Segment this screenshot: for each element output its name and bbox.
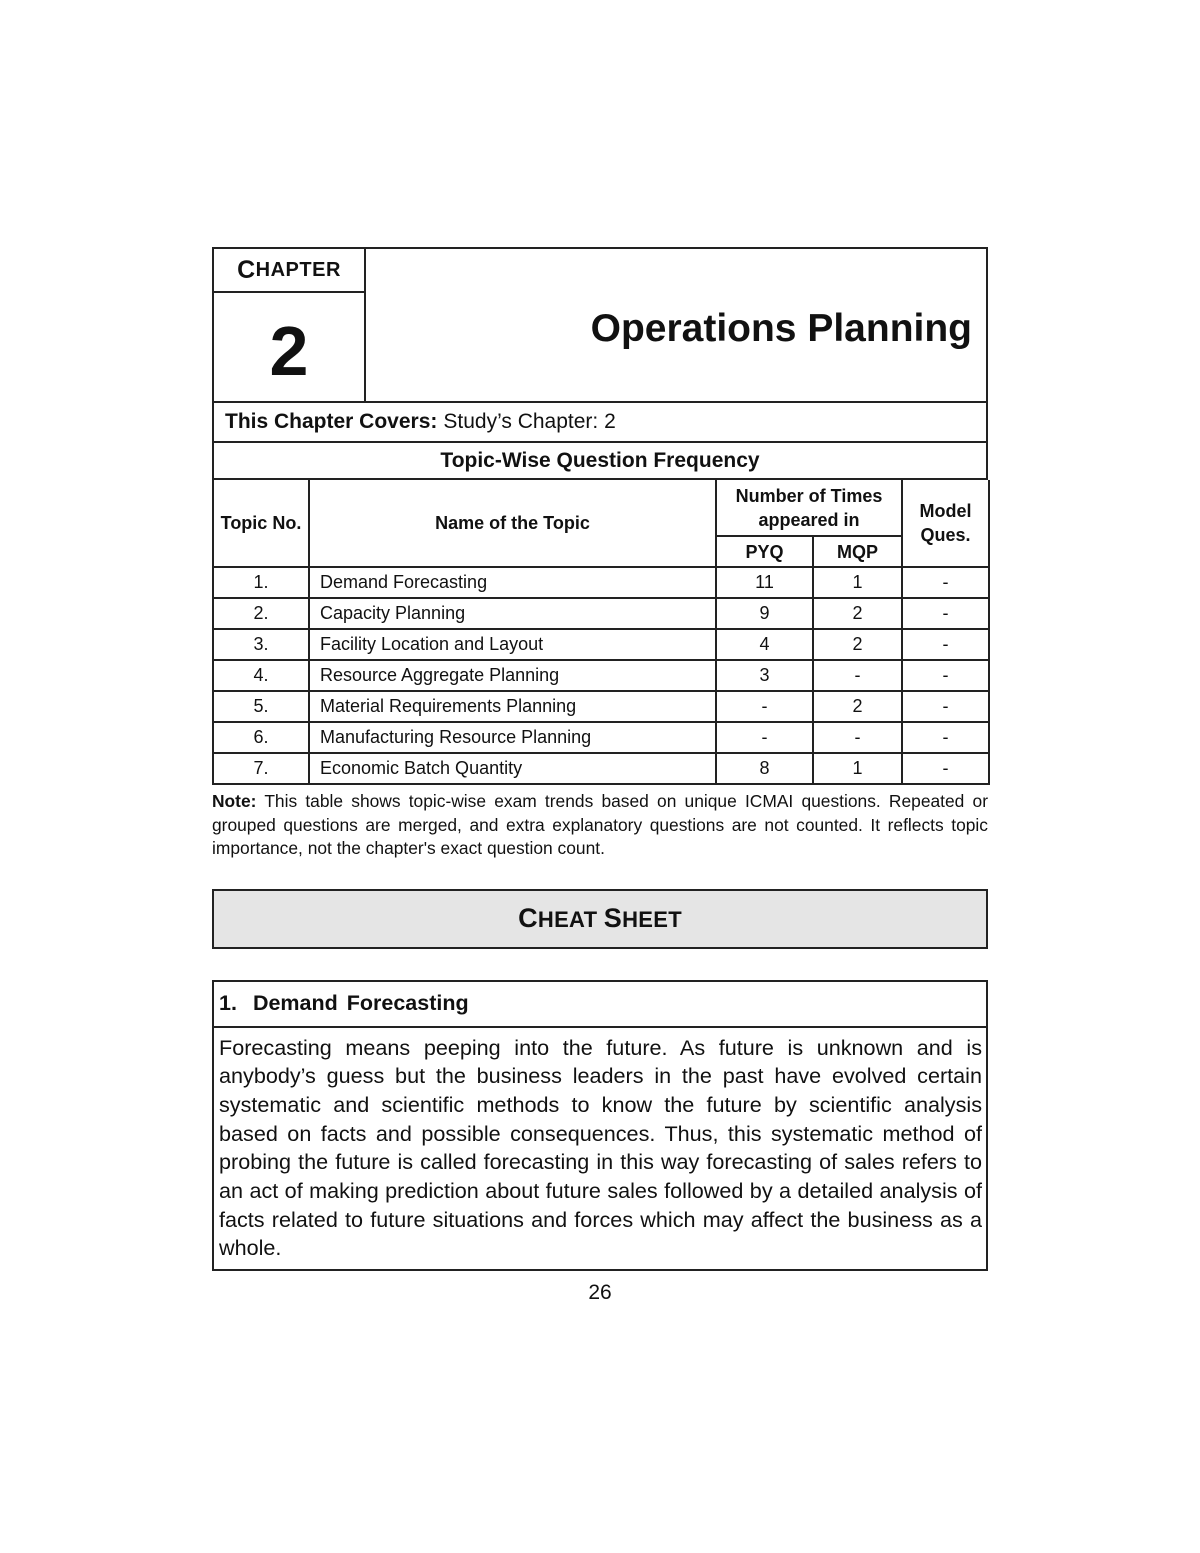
pyq-count-cell: -	[716, 722, 813, 753]
table-row	[213, 629, 989, 660]
header-topic-no: Topic No.	[213, 480, 309, 567]
note-label: Note:	[212, 791, 257, 811]
topic-number-cell: 7.	[213, 753, 309, 784]
model-question-cell: -	[902, 722, 989, 753]
page-content	[212, 247, 988, 1271]
chapter-label	[214, 249, 364, 293]
chapter-covers-label: This Chapter Covers:	[225, 410, 438, 433]
header-pyq: PYQ	[716, 536, 813, 567]
model-question-cell: -	[902, 660, 989, 691]
header-times-appeared: Number of Times appeared in	[716, 480, 902, 536]
topic-name-cell: Manufacturing Resource Planning	[309, 722, 716, 753]
topic-rows	[213, 567, 989, 784]
mqp-count-cell: -	[813, 722, 902, 753]
chapter-title-panel	[366, 249, 986, 401]
mqp-count-cell: -	[813, 660, 902, 691]
topic-number-cell: 4.	[213, 660, 309, 691]
topic-name-cell: Resource Aggregate Planning	[309, 660, 716, 691]
topic-number-cell: 2.	[213, 598, 309, 629]
table-row	[213, 598, 989, 629]
table-row	[213, 660, 989, 691]
section-number: 1.	[219, 991, 237, 1015]
model-question-cell: -	[902, 691, 989, 722]
topic-name-cell: Demand Forecasting	[309, 567, 716, 598]
topic-name-cell: Economic Batch Quantity	[309, 753, 716, 784]
section-title: Demand Forecasting	[252, 991, 469, 1015]
chapter-label-initial: C	[237, 255, 256, 284]
pyq-count-cell: 9	[716, 598, 813, 629]
mqp-count-cell: 2	[813, 629, 902, 660]
pyq-count-cell: 11	[716, 567, 813, 598]
chapter-number-panel	[214, 249, 366, 401]
topic-name-cell: Material Requirements Planning	[309, 691, 716, 722]
page-number: 26	[588, 1281, 612, 1304]
cheat-sheet-banner	[212, 889, 988, 949]
chapter-covers	[212, 403, 988, 443]
frequency-table-title: Topic-Wise Question Frequency	[212, 443, 988, 480]
pyq-count-cell: 3	[716, 660, 813, 691]
pyq-count-cell: 8	[716, 753, 813, 784]
model-question-cell: -	[902, 753, 989, 784]
header-topic-name: Name of the Topic	[309, 480, 716, 567]
model-question-cell: -	[902, 629, 989, 660]
chapter-number: 2	[269, 312, 309, 390]
topic-frequency-table	[212, 480, 990, 785]
cheat-sheet-title: CHEAT SHEET	[518, 903, 682, 933]
topic-name-cell: Capacity Planning	[309, 598, 716, 629]
mqp-count-cell: 1	[813, 753, 902, 784]
chapter-covers-value: Study’s Chapter: 2	[443, 410, 616, 433]
chapter-label-rest: HAPTER	[255, 258, 341, 281]
table-row	[213, 691, 989, 722]
header-model-questions: Model Ques.	[902, 480, 989, 567]
pyq-count-cell: -	[716, 691, 813, 722]
section-body: Forecasting means peeping into the future. As future is unknown and is anybody’s guess but the business leaders in the past have evolved certain systematic and scientific methods to know the future by scientific analysis based on facts and possible consequences. Thus, this systematic method of probing the future is called forecasting in this way forecasting of sales refers to an act of making prediction about future sales followed by a detailed analysis of facts related to future situations and forces which may affect the business as a whole.	[219, 1034, 982, 1261]
mqp-count-cell: 2	[813, 691, 902, 722]
mqp-count-cell: 1	[813, 567, 902, 598]
table-row	[213, 753, 989, 784]
table-row	[213, 722, 989, 753]
topic-number-cell: 3.	[213, 629, 309, 660]
topic-number-cell: 5.	[213, 691, 309, 722]
model-question-cell: -	[902, 598, 989, 629]
chapter-title: Operations Planning	[590, 307, 972, 350]
section-demand-forecasting	[212, 980, 988, 1272]
topic-number-cell: 6.	[213, 722, 309, 753]
pyq-count-cell: 4	[716, 629, 813, 660]
model-question-cell: -	[902, 567, 989, 598]
note-text: This table shows topic-wise exam trends based on unique ICMAI questions. Repeated or grouped questions are merged, and extra explanatory questions are not counted. It reflects topic importance, not the chapter's exact question count.	[212, 791, 988, 858]
header-mqp: MQP	[813, 536, 902, 567]
chapter-header	[212, 247, 988, 403]
table-row	[213, 567, 989, 598]
section-heading	[214, 982, 986, 1028]
topic-number-cell: 1.	[213, 567, 309, 598]
table-note	[212, 790, 988, 861]
mqp-count-cell: 2	[813, 598, 902, 629]
topic-name-cell: Facility Location and Layout	[309, 629, 716, 660]
